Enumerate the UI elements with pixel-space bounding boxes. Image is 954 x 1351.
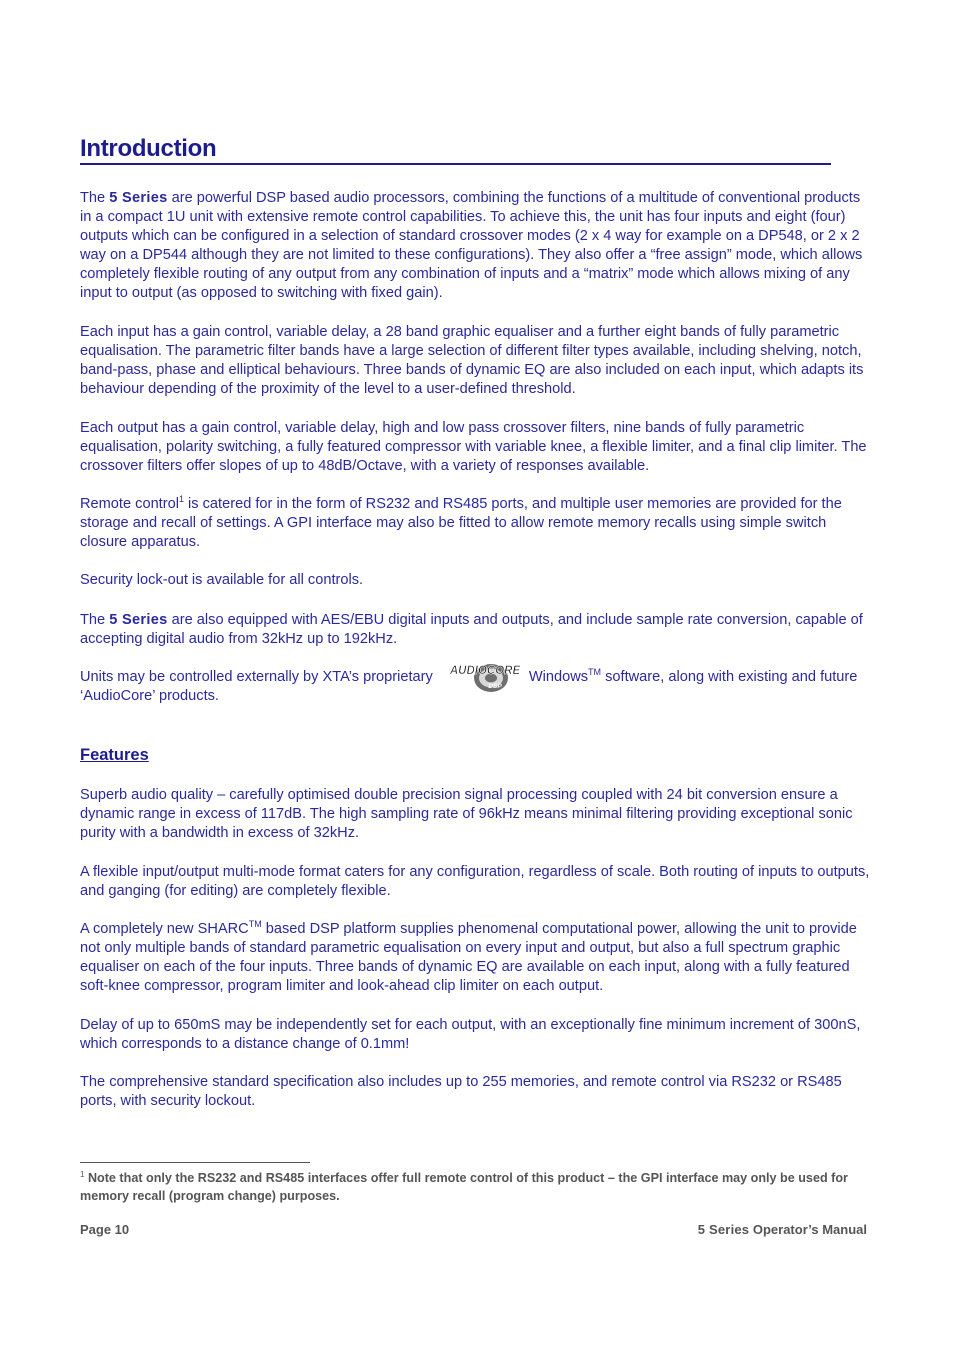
intro-paragraph-4: Remote control$^1$ is catered for in the form of RS232 and RS485 ports, and multiple user memories are provided for the storage and recall of settings. A GPI interface may also be fitted to allow remote memory recalls using simple switch closure apparatus. <box>80 494 842 551</box>
feature-paragraph-4: Delay of up to 650mS may be independently set for each output, with an exceptionally fine minimum increment of 300nS, which corresponds to a distance change of 0.1mm! <box>80 1017 861 1053</box>
brand-name: 5 Series <box>109 190 168 206</box>
logo-badge: DSP <box>488 683 502 691</box>
intro-paragraph-1: The 5 Series are powerful DSP based audio processors, combining the functions of a multitude of conventional products in a compact 1U unit with extensive remote control capabilities. To achieve this, the unit has four inputs and eight (four) outputs which can be configured in a selection of standard crossover modes (2 x 4 way for example on a DP548, or 2 x 2 way on a DP544 although they are not limited to these configurations). They also offer a “free assign” mode, which allows completely flexible routing of any output from any combination of inputs and a “matrix” mode which allows mixing of any input to output (as opposed to switching with fixed gain). <box>80 190 863 302</box>
feature-paragraph-2: A flexible input/output multi-mode format caters for any configuration, regardless of scale. Both routing of inputs to outputs, and ganging (for editing) are completely flexible. <box>80 864 870 900</box>
footnote-ref[interactable]: 1 <box>178 494 184 505</box>
footnote: $^1$ Note that only the RS232 and RS485 interfaces offer full remote control of this product – the GPI interface may only be used for memory recall (program change) purposes. <box>80 1169 848 1203</box>
page-title: Introduction <box>80 135 217 162</box>
features-heading: Features <box>80 746 149 764</box>
footnote-divider <box>80 1162 310 1163</box>
feature-paragraph-3: A completely new SHARC™ based DSP platform supplies phenomenal computational power, allowing the unit to provide not only multiple bands of standard parametric equalisation on every input and output, but also a full spectrum graphic equaliser on each of the four inputs. Three bands of dynamic EQ are available on each input, along with a fully featured soft-knee compressor, program limiter and look-ahead clip limiter on each output. <box>80 919 857 995</box>
intro-paragraph-5: Security lock-out is available for all controls. <box>80 572 364 588</box>
page-number: Page 10 <box>80 1222 130 1237</box>
footer-manual-title: 5 Series Operator’s Manual <box>697 1222 867 1237</box>
brand-name: 5 Series <box>109 612 168 628</box>
intro-paragraph-6: The 5 Series are also equipped with AES/EBU digital inputs and outputs, and include sample rate conversion, capable of accepting digital audio from 32kHz up to 192kHz. <box>80 612 863 648</box>
intro-paragraph-3: Each output has a gain control, variable delay, high and low pass crossover filters, nine bands of fully parametric equalisation, polarity switching, a fully featured compressor with variable knee, a flexible limiter, and a final clip limiter. The crossover filters offer slopes of up to 48dB/Octave, with a variety of responses available. <box>80 420 867 475</box>
logo-text: AUDIOCORE <box>449 665 520 678</box>
footnote-marker: 1 <box>80 1169 85 1179</box>
audiocore-logo-icon <box>443 654 527 694</box>
feature-paragraph-5: The comprehensive standard specification also includes up to 255 memories, and remote control via RS232 or RS485 ports, with security lockout. <box>80 1074 842 1110</box>
page-title-block <box>80 134 831 165</box>
intro-paragraph-7: Units may be controlled externally by XTA’s proprietary AUDIOCORE DSP Windows™ software, along with existing and future ‘AudioCore’ products. <box>80 668 875 706</box>
feature-paragraph-1: Superb audio quality – carefully optimised double precision signal processing coupled with 24 bit conversion ensure a dynamic range in excess of 117dB. The high sampling rate of 96kHz means minimal filtering providing exceptional sonic purity with a bandwidth in excess of 32kHz. <box>80 787 853 842</box>
intro-paragraph-2: Each input has a gain control, variable delay, a 28 band graphic equaliser and a further eight bands of fully parametric equalisation. The parametric filter bands have a large selection of different filter types available, including shelving, notch, band-pass, phase and elliptical behaviours. Three bands of dynamic EQ are also included on each input, which adapts its behaviour depending of the proximity of the level to a user-defined threshold. <box>80 324 864 398</box>
